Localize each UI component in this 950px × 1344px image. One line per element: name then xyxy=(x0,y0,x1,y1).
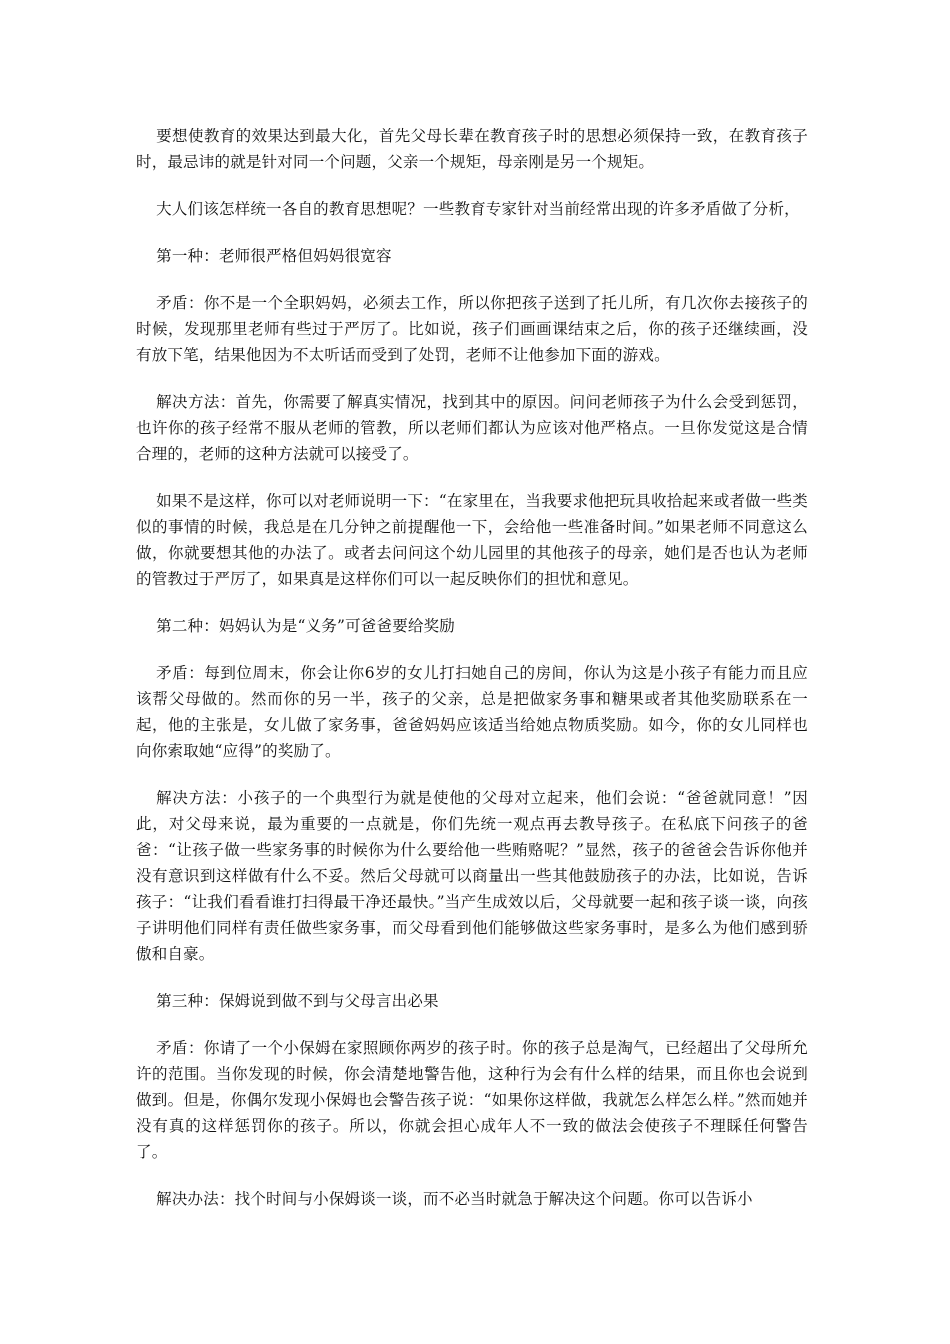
conflict-paragraph-second: 矛盾：每到位周末，你会让你6岁的女儿打扫她自己的房间，你认为这是小孩子有能力而且应该帮父母做的。然而你的另一半，孩子的父亲，总是把做家务事和糖果或者其他奖励联系在一起，他的主张是，女儿做了家务事，爸爸妈妈应该适当给她点物质奖励。如今，你的女儿同样也向你索取她“应得”的奖励了。 xyxy=(136,664,808,760)
section-heading-first: 第一种：老师很严格但妈妈很宽容 xyxy=(156,247,392,265)
section-heading-second: 第二种：妈妈认为是“义务”可爸爸要给奖励 xyxy=(156,617,455,635)
question-paragraph: 大人们该怎样统一各自的教育思想呢？一些教育专家针对当前经常出现的许多矛盾做了分析， xyxy=(156,200,800,218)
section-heading-third: 第三种：保姆说到做不到与父母言出必果 xyxy=(156,992,439,1010)
conflict-paragraph-third: 矛盾：你请了一个小保姆在家照顾你两岁的孩子时。你的孩子总是淘气，已经超出了父母所允许的范围。当你发现的时候，你会清楚地警告他，这种行为会有什么样的结果，而且你也会说到做到。但是，你偶尔发现小保姆也会警告孩子说：“如果你这样做，我就怎么样怎么样。”然而她并没有真的这样惩罚你的孩子。所以，你就会担心成年人不一致的做法会使孩子不理睬任何警告了。 xyxy=(136,1039,808,1161)
solution-paragraph-third: 解决办法：找个时间与小保姆谈一谈，而不必当时就急于解决这个问题。你可以告诉小 xyxy=(156,1190,753,1208)
solution-paragraph-first: 解决方法：首先，你需要了解真实情况，找到其中的原因。问问老师孩子为什么会受到惩罚，也许你的孩子经常不服从老师的管教，所以老师们都认为应该对他严格点。一旦你发觉这是合情合理的，老师的这种方法就可以接受了。 xyxy=(136,393,808,463)
document-body xyxy=(136,123,808,1233)
conflict-paragraph-first: 矛盾：你不是一个全职妈妈，必须去工作，所以你把孩子送到了托儿所，有几次你去接孩子的时候，发现那里老师有些过于严厉了。比如说，孩子们画画课结束之后，你的孩子还继续画，没有放下笔，结果他因为不太听话而受到了处罚，老师不让他参加下面的游戏。 xyxy=(136,294,808,364)
solution-paragraph-second: 解决方法：小孩子的一个典型行为就是使他的父母对立起来，他们会说：“爸爸就同意！”因此，对父母来说，最为重要的一点就是，你们先统一观点再去教导孩子。在私底下问孩子的爸爸：“让孩子做一些家务事的时候你为什么要给他一些贿赂呢？”显然，孩子的爸爸会告诉你他并没有意识到这样做有什么不妥。然后父母就可以商量出一些其他鼓励孩子的办法，比如说，告诉孩子：“让我们看看谁打扫得最干净还最快。”当产生成效以后，父母就要一起和孩子谈一谈，向孩子讲明他们同样有责任做些家务事，而父母看到他们能够做这些家务事时，是多么为他们感到骄傲和自豪。 xyxy=(136,789,808,963)
solution-followup-paragraph-first: 如果不是这样，你可以对老师说明一下：“在家里在，当我要求他把玩具收拾起来或者做一些类似的事情的时候，我总是在几分钟之前提醒他一下，会给他一些准备时间。”如果老师不同意这么做，你就要想其他的办法了。或者去问问这个幼儿园里的其他孩子的母亲，她们是否也认为老师的管教过于严厉了，如果真是这样你们可以一起反映你们的担忧和意见。 xyxy=(136,492,808,588)
intro-paragraph: 要想使教育的效果达到最大化，首先父母长辈在教育孩子时的思想必须保持一致，在教育孩子时，最忌讳的就是针对同一个问题，父亲一个规矩，母亲刚是另一个规矩。 xyxy=(136,127,808,171)
